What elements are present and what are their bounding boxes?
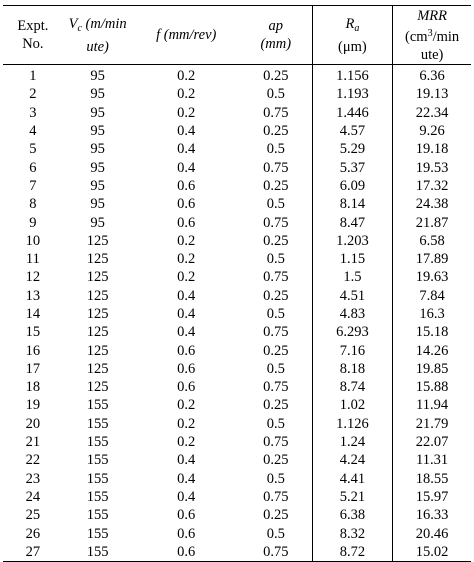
cell-expt-no: 4 <box>29 123 37 140</box>
table-row <box>3 195 471 213</box>
cell-expt-no: 1 <box>29 68 37 85</box>
table-row <box>3 506 471 524</box>
header-depth-of-cut <box>240 6 312 65</box>
cell-ra: 7.16 <box>312 341 393 359</box>
cell-expt-no: 10 <box>25 232 41 249</box>
cell-expt-no: 12 <box>25 269 41 286</box>
table-row <box>3 140 471 158</box>
header-mrr-unit-line2: ute) <box>420 46 444 63</box>
cell-feed: 0.6 <box>177 525 196 542</box>
cell-ap: 0.25 <box>263 68 289 85</box>
cell-ra: 1.193 <box>312 85 393 103</box>
cell-vc: 155 <box>86 452 109 469</box>
cell-feed: 0.4 <box>177 488 196 505</box>
table-row <box>3 341 471 359</box>
cell-feed: 0.2 <box>177 269 196 286</box>
cell-expt-no: 3 <box>29 104 37 121</box>
header-expt-line1: Expt. <box>17 18 49 34</box>
cell-expt-no: 26 <box>25 525 41 542</box>
cell-vc: 125 <box>86 342 109 359</box>
cell-feed: 0.2 <box>177 104 196 121</box>
cell-vc: 95 <box>90 86 105 103</box>
cell-ra: 4.83 <box>312 305 393 323</box>
cell-mrr: 15.02 <box>393 543 471 562</box>
cell-expt-no: 7 <box>29 177 37 194</box>
cell-ra: 8.32 <box>312 524 393 542</box>
header-f-symbol: f <box>156 27 161 43</box>
cell-expt-no: 13 <box>25 287 41 304</box>
cell-mrr: 20.46 <box>393 524 471 542</box>
header-expt-no <box>3 6 63 65</box>
header-mrr-unit-pre: (cm <box>405 28 428 45</box>
cell-vc: 125 <box>86 251 109 268</box>
header-vc-sub: c <box>77 22 82 34</box>
cell-ra: 1.5 <box>312 268 393 286</box>
cell-ra: 4.51 <box>312 287 393 305</box>
header-mrr-unit-post: /min <box>432 28 460 45</box>
cell-feed: 0.2 <box>177 415 196 432</box>
table-row <box>3 470 471 488</box>
header-mrr <box>393 6 471 65</box>
cell-ra: 6.293 <box>312 323 393 341</box>
cell-ap: 0.75 <box>263 379 289 396</box>
cell-expt-no: 8 <box>29 196 37 213</box>
cell-mrr: 15.18 <box>393 323 471 341</box>
cell-feed: 0.2 <box>177 86 196 103</box>
cell-vc: 125 <box>86 232 109 249</box>
header-f-unit: (mm/rev) <box>163 27 217 43</box>
cell-vc: 155 <box>86 488 109 505</box>
cell-ap: 0.25 <box>263 342 289 359</box>
cell-ap: 0.75 <box>263 214 289 231</box>
cell-ap: 0.25 <box>263 232 289 249</box>
cell-vc: 125 <box>86 360 109 377</box>
cell-ra: 8.14 <box>312 195 393 213</box>
cell-expt-no: 9 <box>29 214 37 231</box>
table-row <box>3 524 471 542</box>
cell-expt-no: 19 <box>25 397 41 414</box>
cell-expt-no: 21 <box>25 434 41 451</box>
cell-feed: 0.6 <box>177 360 196 377</box>
header-mrr-unit-sup: 3 <box>427 27 433 39</box>
cell-mrr: 24.38 <box>393 195 471 213</box>
cell-expt-no: 14 <box>25 306 41 322</box>
header-ra-sub: a <box>354 22 360 34</box>
cell-expt-no: 17 <box>25 360 41 377</box>
cell-mrr: 9.26 <box>393 122 471 140</box>
cell-feed: 0.6 <box>177 342 196 359</box>
cell-mrr: 22.34 <box>393 104 471 122</box>
cell-mrr: 6.36 <box>393 65 471 86</box>
header-ap-symbol: ap <box>268 18 284 34</box>
header-vc-unit-line1: (m/min <box>85 15 127 32</box>
table-row <box>3 433 471 451</box>
cell-ap: 0.5 <box>266 251 285 268</box>
table-row <box>3 305 471 323</box>
cell-vc: 95 <box>90 177 105 194</box>
cell-expt-no: 20 <box>25 415 41 432</box>
cell-ap: 0.5 <box>266 306 285 322</box>
cell-feed: 0.4 <box>177 123 196 140</box>
cell-ap: 0.5 <box>266 86 285 103</box>
cell-vc: 95 <box>90 123 105 140</box>
table-row <box>3 360 471 378</box>
cell-ra: 8.72 <box>312 543 393 562</box>
cell-mrr: 21.79 <box>393 415 471 433</box>
cell-feed: 0.6 <box>177 196 196 213</box>
cell-vc: 155 <box>86 397 109 414</box>
cell-ra: 1.126 <box>312 415 393 433</box>
cell-mrr: 16.3 <box>393 305 471 323</box>
cell-ra: 4.57 <box>312 122 393 140</box>
cell-vc: 125 <box>86 379 109 396</box>
cell-mrr: 14.26 <box>393 341 471 359</box>
cell-ap: 0.75 <box>263 159 289 176</box>
cell-ra: 6.09 <box>312 177 393 195</box>
cell-vc: 95 <box>90 159 105 176</box>
cell-vc: 155 <box>86 470 109 487</box>
cell-ap: 0.25 <box>263 177 289 194</box>
cell-mrr: 19.63 <box>393 268 471 286</box>
cell-mrr: 19.85 <box>393 360 471 378</box>
cell-feed: 0.2 <box>177 232 196 249</box>
cell-feed: 0.4 <box>177 452 196 469</box>
cell-mrr: 11.94 <box>393 396 471 414</box>
cell-mrr: 18.55 <box>393 470 471 488</box>
table-row <box>3 415 471 433</box>
header-ra-symbol: R <box>345 15 355 32</box>
cell-mrr: 19.53 <box>393 158 471 176</box>
cell-vc: 155 <box>86 434 109 451</box>
cell-vc: 155 <box>86 507 109 524</box>
cell-mrr: 11.31 <box>393 451 471 469</box>
cell-vc: 95 <box>90 68 105 85</box>
cell-feed: 0.6 <box>177 507 196 524</box>
cell-ra: 4.24 <box>312 451 393 469</box>
cell-vc: 95 <box>90 196 105 213</box>
cell-feed: 0.4 <box>177 306 196 322</box>
cell-mrr: 19.13 <box>393 85 471 103</box>
cell-ap: 0.5 <box>266 196 285 213</box>
cell-ra: 1.156 <box>312 65 393 86</box>
cell-mrr: 16.33 <box>393 506 471 524</box>
cell-expt-no: 18 <box>25 379 41 396</box>
cell-ra: 4.41 <box>312 470 393 488</box>
cell-ra: 1.203 <box>312 232 393 250</box>
table-row <box>3 268 471 286</box>
cell-ap: 0.5 <box>266 415 285 432</box>
table-row <box>3 85 471 103</box>
cell-mrr: 15.97 <box>393 488 471 506</box>
cell-vc: 125 <box>86 287 109 304</box>
cell-feed: 0.4 <box>177 159 196 176</box>
cell-ap: 0.25 <box>263 452 289 469</box>
table-header <box>3 6 471 65</box>
cell-mrr: 7.84 <box>393 287 471 305</box>
cell-mrr: 6.58 <box>393 232 471 250</box>
cell-mrr: 22.07 <box>393 433 471 451</box>
cell-vc: 125 <box>86 324 109 341</box>
cell-expt-no: 23 <box>25 470 41 487</box>
header-ap-unit: (mm) <box>260 36 292 52</box>
cell-expt-no: 11 <box>25 251 40 268</box>
table-row <box>3 451 471 469</box>
cell-feed: 0.4 <box>177 287 196 304</box>
header-vc-unit-line2: ute) <box>86 38 109 55</box>
cell-ap: 0.75 <box>263 324 289 341</box>
cell-expt-no: 6 <box>29 159 37 176</box>
table-row <box>3 287 471 305</box>
table-body <box>3 65 471 562</box>
experiment-table <box>3 5 471 562</box>
cell-expt-no: 24 <box>25 488 41 505</box>
cell-ra: 1.02 <box>312 396 393 414</box>
header-cutting-speed <box>63 6 133 65</box>
cell-feed: 0.2 <box>177 251 196 268</box>
cell-ap: 0.75 <box>263 488 289 505</box>
cell-vc: 155 <box>63 543 133 562</box>
cell-ap: 0.25 <box>263 123 289 140</box>
cell-vc: 155 <box>86 415 109 432</box>
table-row <box>3 177 471 195</box>
cell-ra: 8.47 <box>312 213 393 231</box>
cell-ra: 5.29 <box>312 140 393 158</box>
table-row <box>3 378 471 396</box>
cell-ra: 5.21 <box>312 488 393 506</box>
cell-ap: 0.5 <box>266 525 285 542</box>
cell-mrr: 19.18 <box>393 140 471 158</box>
cell-mrr: 21.87 <box>393 213 471 231</box>
cell-mrr: 17.89 <box>393 250 471 268</box>
cell-expt-no: 2 <box>29 86 37 103</box>
cell-vc: 125 <box>86 269 109 286</box>
table-row <box>3 250 471 268</box>
cell-ap: 0.5 <box>266 141 285 158</box>
cell-feed: 0.4 <box>177 141 196 158</box>
cell-ra: 1.24 <box>312 433 393 451</box>
table-row <box>3 543 471 562</box>
table-row <box>3 323 471 341</box>
cell-expt-no: 25 <box>25 507 41 524</box>
cell-feed: 0.2 <box>177 397 196 414</box>
cell-ap: 0.75 <box>263 434 289 451</box>
cell-ra: 6.38 <box>312 506 393 524</box>
cell-expt-no: 16 <box>25 342 41 359</box>
cell-ra: 8.18 <box>312 360 393 378</box>
table-row <box>3 104 471 122</box>
cell-ra: 1.15 <box>312 250 393 268</box>
cell-ap: 0.5 <box>266 470 285 487</box>
header-vc-symbol: V <box>68 15 78 32</box>
cell-ap: 0.25 <box>263 507 289 524</box>
cell-feed: 0.6 <box>132 543 240 562</box>
cell-ap: 0.5 <box>266 360 285 377</box>
cell-feed: 0.6 <box>177 214 196 231</box>
cell-expt-no: 15 <box>25 324 41 341</box>
table-row <box>3 122 471 140</box>
cell-ap: 0.75 <box>263 269 289 286</box>
header-expt-line2: No. <box>22 36 44 52</box>
cell-vc: 125 <box>86 306 109 322</box>
table-row <box>3 396 471 414</box>
cell-ra: 5.37 <box>312 158 393 176</box>
cell-ap: 0.75 <box>263 104 289 121</box>
table-row <box>3 158 471 176</box>
cell-feed: 0.4 <box>177 324 196 341</box>
cell-expt-no: 22 <box>25 452 41 469</box>
table-row <box>3 213 471 231</box>
table-row <box>3 65 471 86</box>
header-row <box>3 6 471 65</box>
cell-feed: 0.2 <box>177 434 196 451</box>
header-mrr-symbol: MRR <box>417 7 447 24</box>
cell-ap: 0.75 <box>240 543 312 562</box>
cell-feed: 0.6 <box>177 177 196 194</box>
header-ra-unit: (μm) <box>338 38 367 55</box>
cell-expt-no: 5 <box>29 141 37 158</box>
cell-vc: 95 <box>90 104 105 121</box>
header-feed <box>132 6 240 65</box>
cell-mrr: 17.32 <box>393 177 471 195</box>
cell-feed: 0.6 <box>177 379 196 396</box>
cell-mrr: 15.88 <box>393 378 471 396</box>
cell-ap: 0.25 <box>263 287 289 304</box>
cell-ra: 8.74 <box>312 378 393 396</box>
cell-ap: 0.25 <box>263 397 289 414</box>
table-row <box>3 488 471 506</box>
cell-feed: 0.2 <box>177 68 196 85</box>
cell-expt-no: 27 <box>3 543 63 562</box>
cell-vc: 95 <box>90 141 105 158</box>
table-row <box>3 232 471 250</box>
header-surface-roughness <box>312 6 393 65</box>
cell-ra: 1.446 <box>312 104 393 122</box>
cell-vc: 155 <box>86 525 109 542</box>
cell-vc: 95 <box>90 214 105 231</box>
cell-feed: 0.4 <box>177 470 196 487</box>
